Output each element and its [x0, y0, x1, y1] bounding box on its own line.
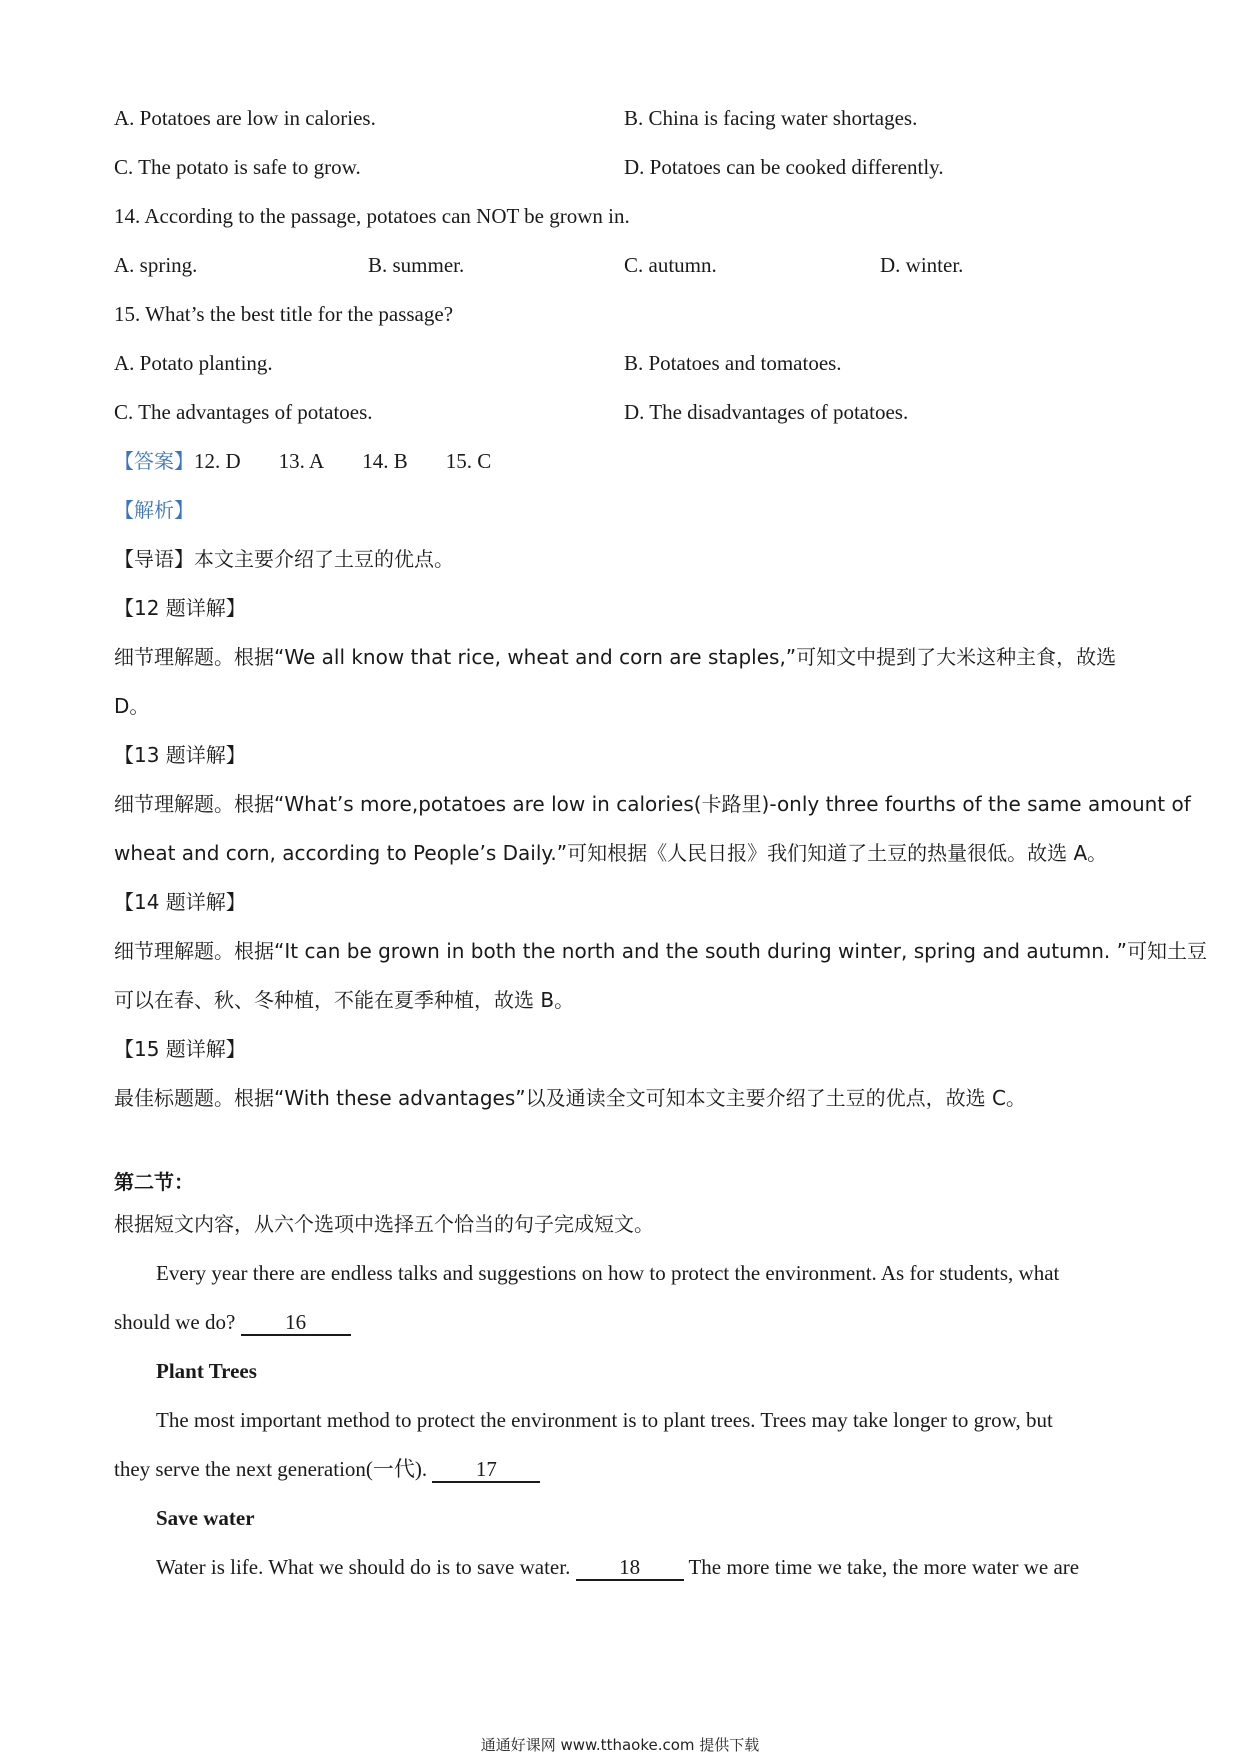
q14-option-d: D. winter.: [880, 253, 964, 277]
passage-para1-line2: [114, 1312, 351, 1336]
passage-para1-line1: Every year there are endless talks and suggestions on how to protect the environment. As for students, what: [156, 1261, 1060, 1285]
answer-item: 15. C: [445, 449, 492, 473]
answer-line: [114, 451, 529, 472]
para3-text-after: The more time we take, the more water we are: [688, 1555, 1080, 1579]
q15-stem: 15. What’s the best title for the passage?: [114, 302, 454, 326]
q13-option-d: D. Potatoes can be cooked differently.: [624, 155, 944, 179]
q13-option-a: A. Potatoes are low in calories.: [114, 106, 376, 130]
detail-12-line1: 细节理解题。根据“We all know that rice, wheat and corn are staples,”可知文中提到了大米这种主食，故选: [114, 645, 1117, 669]
answer-item: 12. D: [194, 449, 241, 473]
para1-text: should we do?: [114, 1310, 236, 1334]
guide-text: 【导语】本文主要介绍了土豆的优点。: [114, 547, 454, 571]
blank-16[interactable]: 16: [241, 1312, 351, 1336]
answer-label: 【答案】: [114, 449, 194, 473]
page-footer: 通通好课网 www.tthaoke.com 提供下载: [480, 1736, 760, 1754]
q14-option-a: A. spring.: [114, 253, 198, 277]
blank-17[interactable]: 17: [432, 1459, 540, 1483]
q15-option-c: C. The advantages of potatoes.: [114, 400, 373, 424]
para2-text: they serve the next generation(一代).: [114, 1457, 428, 1481]
detail-14-line1: 细节理解题。根据“It can be grown in both the north and the south during winter, spring and autumn. ”可知土豆: [114, 939, 1208, 963]
answer-item: 13. A: [278, 449, 325, 473]
q13-option-b: B. China is facing water shortages.: [624, 106, 918, 130]
detail-14-line2: 可以在春、秋、冬种植，不能在夏季种植，故选 B。: [114, 988, 575, 1012]
detail-13-title: 【13 题详解】: [114, 743, 246, 767]
section2-title: 第二节：: [114, 1170, 194, 1194]
heading-save-water: Save water: [156, 1506, 255, 1530]
passage-para2-line2: [114, 1459, 540, 1483]
q14-option-c: C. autumn.: [624, 253, 717, 277]
detail-14-title: 【14 题详解】: [114, 890, 246, 914]
detail-13-line2: wheat and corn, according to People’s Daily.”可知根据《人民日报》我们知道了土豆的热量很低。故选 A。: [114, 841, 1108, 865]
q14-option-b: B. summer.: [368, 253, 465, 277]
answer-item: 14. B: [362, 449, 408, 473]
detail-15-line1: 最佳标题题。根据“With these advantages”以及通读全文可知本文主要介绍了土豆的优点，故选 C。: [114, 1086, 1026, 1110]
para3-text-before: Water is life. What we should do is to save water.: [156, 1555, 571, 1579]
passage-para3-line1: [156, 1557, 1079, 1581]
q15-option-b: B. Potatoes and tomatoes.: [624, 351, 842, 375]
detail-12-title: 【12 题详解】: [114, 596, 246, 620]
detail-12-line2: D。: [114, 694, 150, 718]
detail-15-title: 【15 题详解】: [114, 1037, 246, 1061]
q13-option-c: C. The potato is safe to grow.: [114, 155, 361, 179]
q15-option-d: D. The disadvantages of potatoes.: [624, 400, 909, 424]
passage-para2-line1: The most important method to protect the environment is to plant trees. Trees may take longer to grow, but: [156, 1408, 1053, 1432]
q15-option-a: A. Potato planting.: [114, 351, 273, 375]
analysis-label: 【解析】: [114, 498, 194, 522]
q14-stem: 14. According to the passage, potatoes can NOT be grown in.: [114, 204, 630, 228]
detail-13-line1: 细节理解题。根据“What’s more,potatoes are low in calories(卡路里)-only three fourths of the same amount of: [114, 792, 1191, 816]
section2-instruction: 根据短文内容，从六个选项中选择五个恰当的句子完成短文。: [114, 1212, 654, 1236]
blank-18[interactable]: 18: [576, 1557, 684, 1581]
heading-plant-trees: Plant Trees: [156, 1359, 257, 1383]
